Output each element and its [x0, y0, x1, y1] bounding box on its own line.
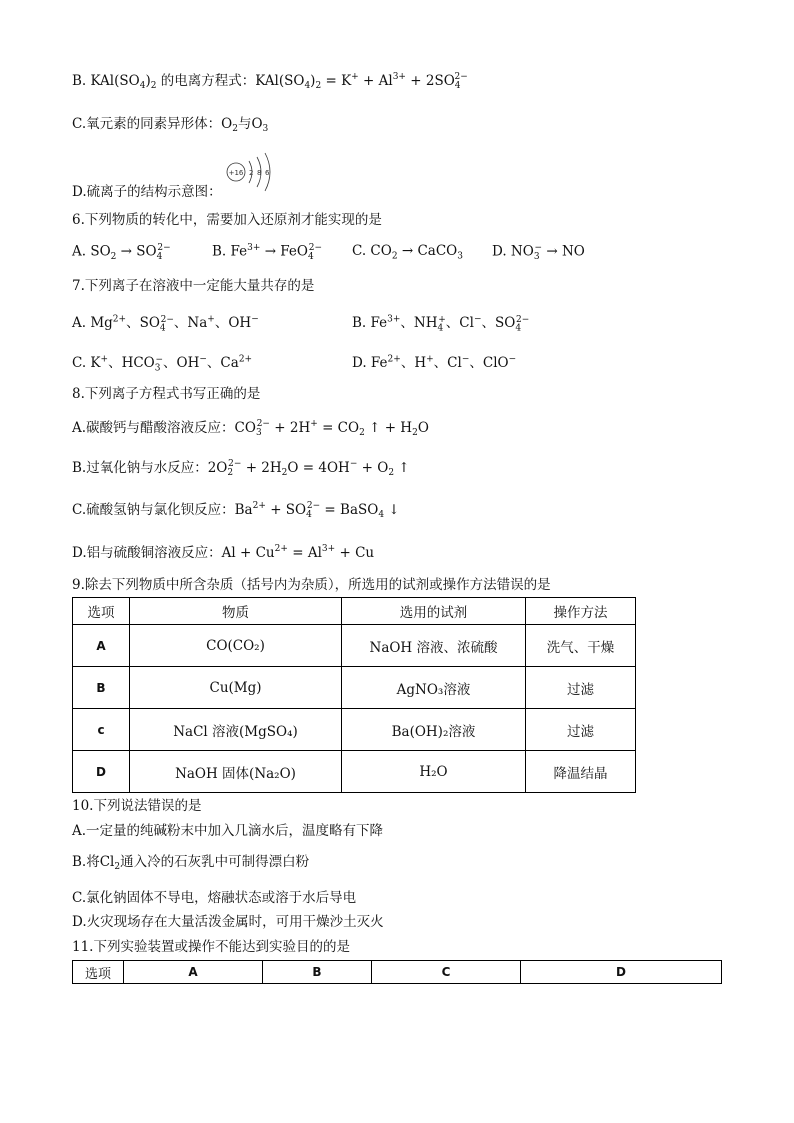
q10-option-b: B.将$Cl_2$通入冷的石灰乳中可制得漂白粉 — [72, 854, 310, 872]
question-11: 11.下列实验装置或操作不能达到实验目的的是 — [72, 939, 350, 955]
svg-text:6: 6 — [265, 169, 270, 177]
table-row: 选项 A B C D — [73, 961, 722, 984]
q8-option-a: A.碳酸钙与醋酸溶液反应：$CO_3^{2-} + 2H^+ = CO_2$ ↑ + $H_2O$ — [72, 419, 429, 438]
q7-option-d: D. $Fe^{2+}$、H+、Cl−、ClO− — [352, 354, 517, 371]
question-10: 10.下列说法错误的是 — [72, 798, 202, 814]
question-8: 8.下列离子方程式书写正确的是 — [72, 386, 261, 402]
q8-option-c: C.硫酸氢钠与氯化钡反应：$Ba^{2+} + SO_4^{2-}$ = BaSO$_4$ ↓ — [72, 501, 400, 520]
table-row: B Cu(Mg) AgNO₃溶液 过滤 — [73, 667, 636, 709]
q7-option-b: B. $Fe^{3+}$、$NH_4^+$、Cl−、$SO_4^{2-}$ — [352, 314, 530, 334]
question-9-table — [72, 597, 636, 793]
q6-option-d: D. $NO_3^-$ → NO — [492, 243, 585, 263]
col-header-substance: 物质 — [130, 598, 342, 625]
col-header-method: 操作方法 — [526, 598, 636, 625]
q6-option-a: A. $SO_2 \to SO_4^{2-}$ — [72, 243, 171, 263]
q8-option-d: D.铝与硫酸铜溶液反应：$Al + Cu^{2+} = Al^{3+} + Cu$ — [72, 544, 375, 561]
option-b-ionization: B. $KAl(SO_4)_2$ 的电离方程式：$KAl(SO_4)_2 = K^+ + Al^{3+} + 2SO_4^{2-}$ — [72, 72, 468, 91]
q10-option-d: D.火灾现场存在大量活泼金属时，可用干燥沙土灭火 — [72, 914, 384, 930]
question-7: 7.下列离子在溶液中一定能大量共存的是 — [72, 278, 315, 294]
svg-text:2: 2 — [249, 169, 254, 177]
q7-option-c: C. K+、$HCO_3^-$、OH−、$Ca^{2+}$ — [72, 354, 253, 374]
q6-option-c: C. $CO_2$ → CaCO$_3$ — [352, 243, 463, 262]
question-6: 6.下列物质的转化中，需要加入还原剂才能实现的是 — [72, 212, 382, 228]
table-row: D NaOH 固体(Na₂O) H₂O 降温结晶 — [73, 751, 636, 793]
table-row: A CO(CO₂) NaOH 溶液、浓硫酸 洗气、干燥 — [73, 625, 636, 667]
col-header-option: 选项 — [73, 598, 130, 625]
table-row: c NaCl 溶液(MgSO₄) Ba(OH)₂溶液 过滤 — [73, 709, 636, 751]
svg-text:8: 8 — [257, 169, 262, 177]
svg-text:+16: +16 — [228, 169, 244, 177]
option-c-allotropes: C.氧元素的同素异形体：$O_2$与$O_3$ — [72, 116, 269, 134]
q7-option-a: A. $Mg^{2+}$、$SO_4^{2-}$、Na+、OH− — [72, 314, 259, 334]
q6-option-b: B. $Fe^{3+} \to FeO_4^{2-}$ — [212, 243, 323, 263]
sulfur-ion-structure-diagram — [222, 148, 278, 196]
option-d-structure: D.硫离子的结构示意图： — [72, 184, 222, 200]
q10-option-c: C.氯化钠固体不导电，熔融状态或溶于水后导电 — [72, 890, 357, 906]
question-9: 9.除去下列物质中所含杂质（括号内为杂质），所选用的试剂或操作方法错误的是 — [72, 577, 551, 593]
col-header-reagent: 选用的试剂 — [342, 598, 526, 625]
q10-option-a: A.一定量的纯碱粉末中加入几滴水后，温度略有下降 — [72, 823, 384, 839]
question-11-table — [72, 960, 722, 984]
q8-option-b: B.过氧化钠与水反应：$2O_2^{2-} + 2H_2O = 4OH^- + O_2$ ↑ — [72, 459, 410, 478]
